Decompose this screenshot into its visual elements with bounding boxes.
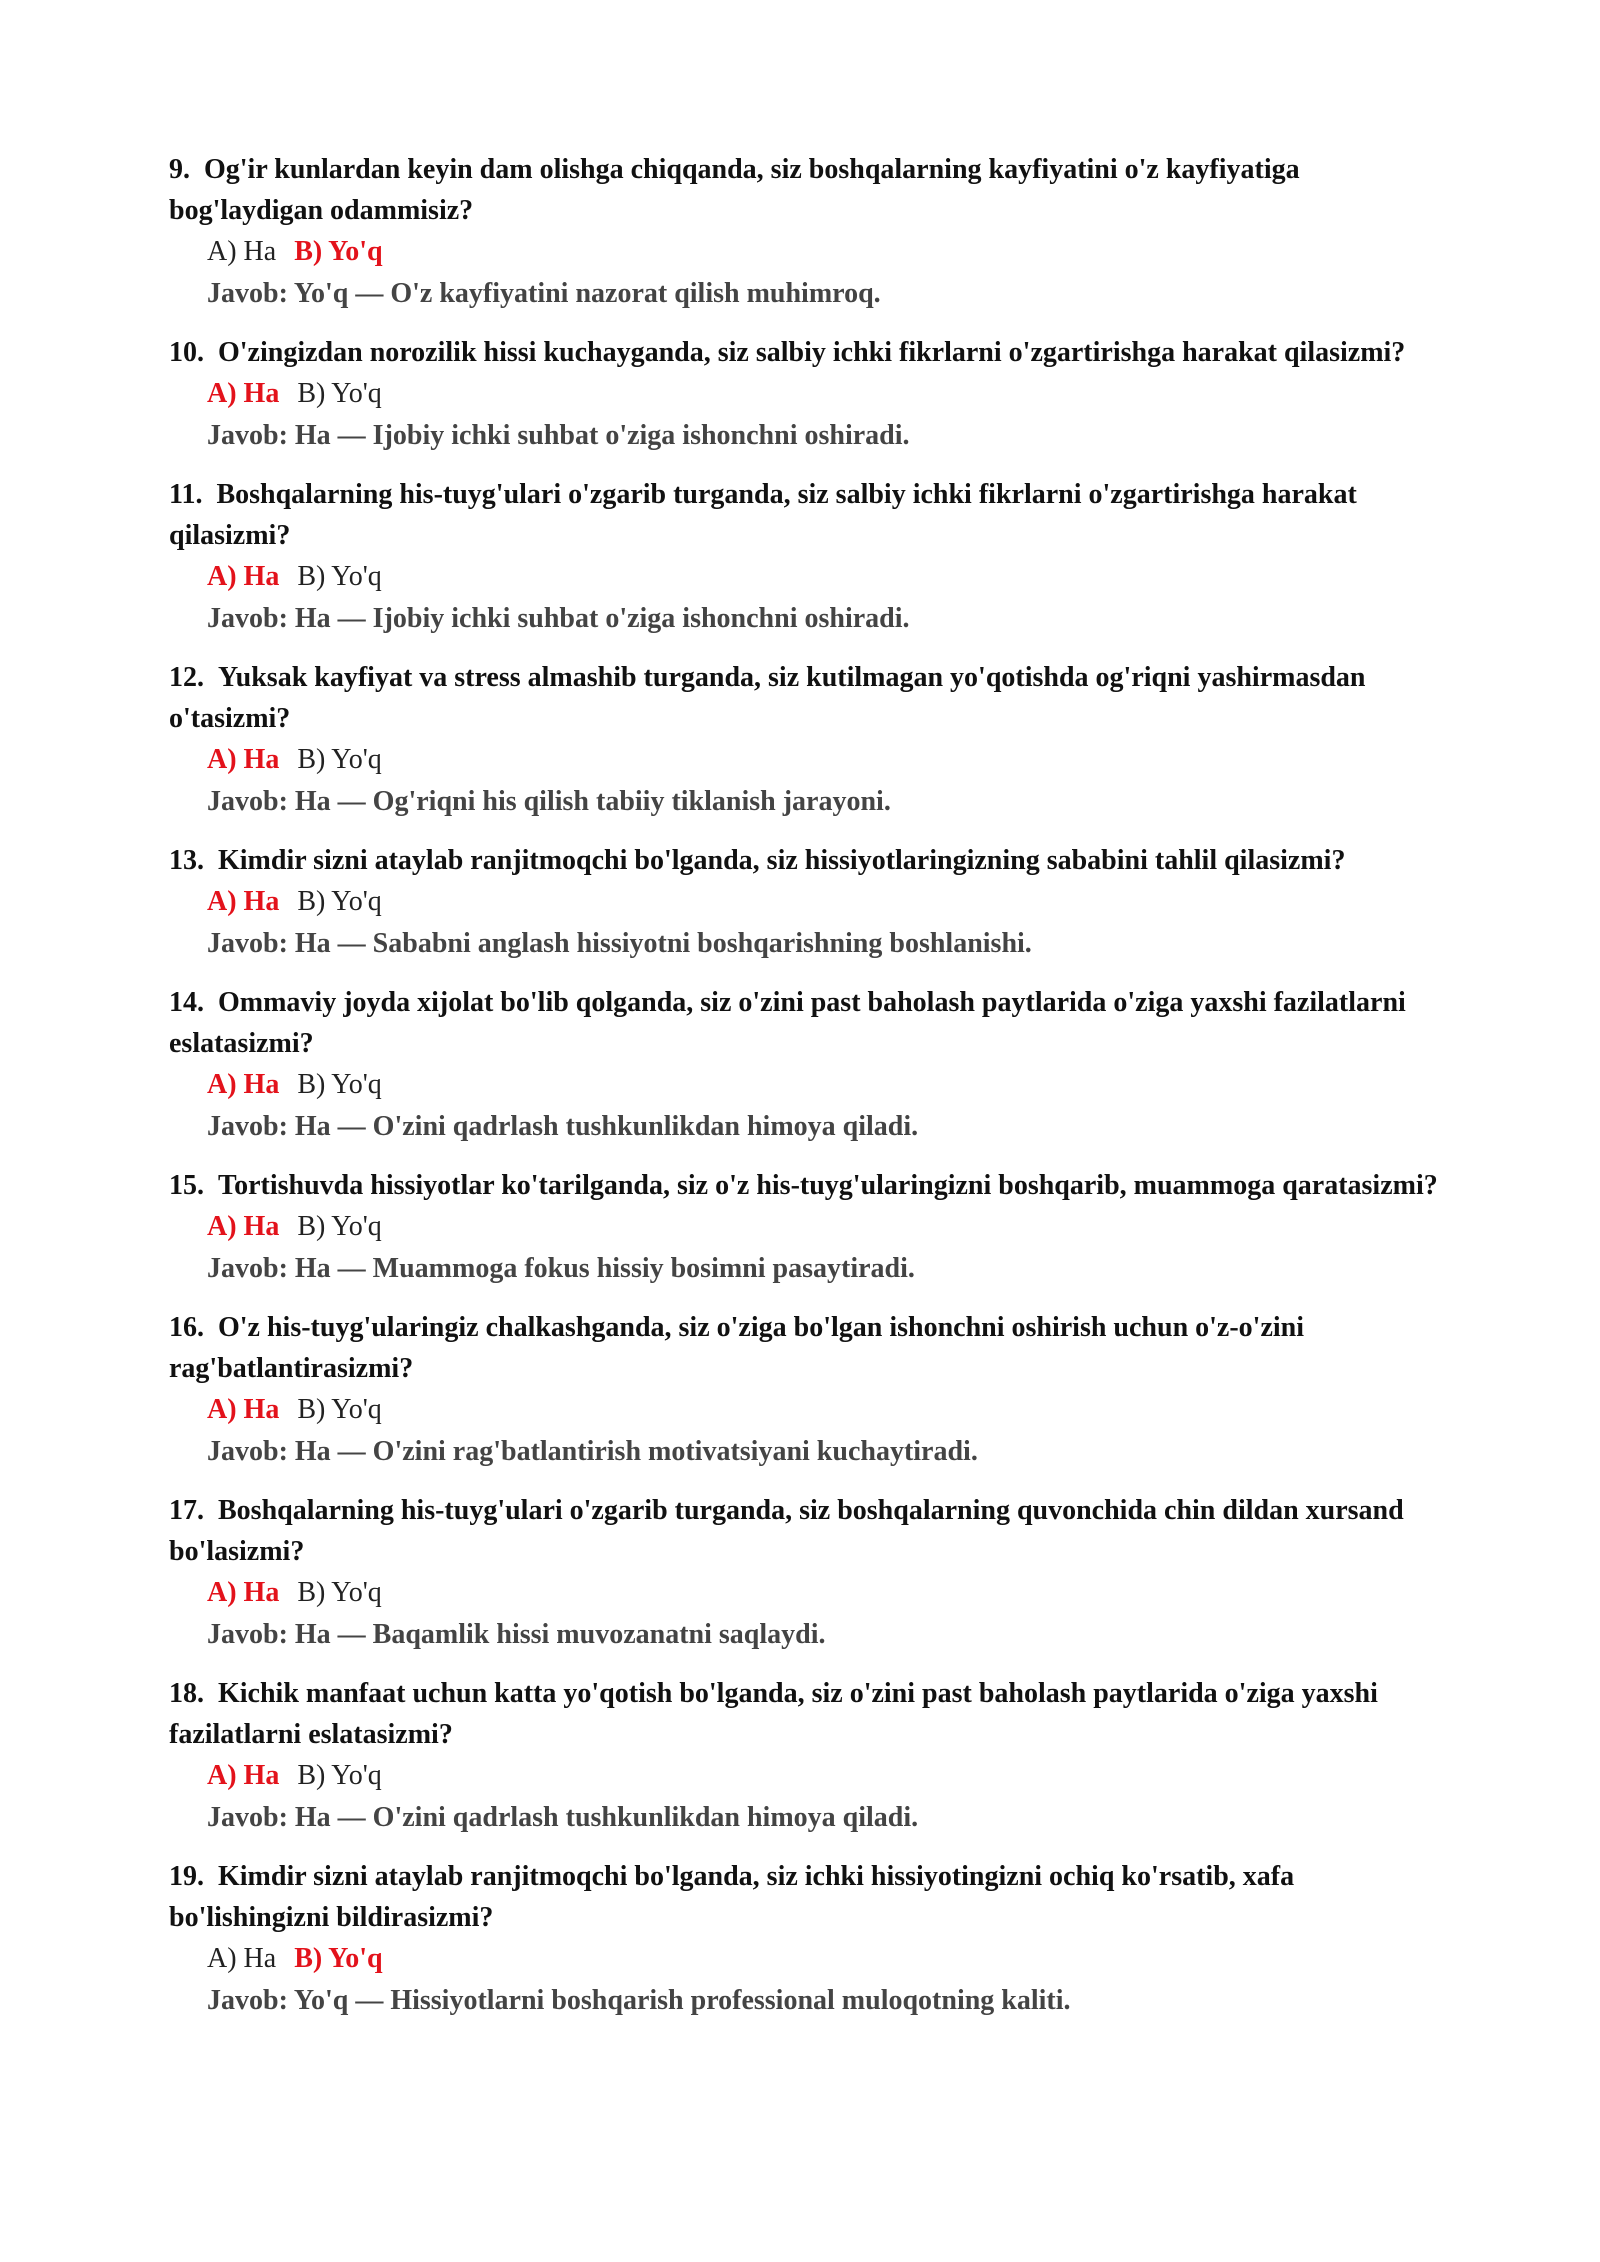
option-b: B) Yo'q — [297, 378, 382, 409]
option-a: A) Ha — [207, 1394, 280, 1425]
option-b: B) Yo'q — [297, 1394, 382, 1425]
question-number: 11. — [169, 479, 203, 510]
option-a: A) Ha — [207, 561, 280, 592]
option-b: B) Yo'q — [297, 1211, 382, 1242]
question-text — [169, 1673, 1449, 1755]
question-body: Kichik manfaat uchun katta yo'qotish bo'lganda, siz o'zini past baholash paytlarida o'ziga yaxshi fazilatlarni eslatasizmi? — [169, 1678, 1378, 1750]
question-text — [169, 657, 1449, 739]
answer-explanation: Javob: Ha — Ijobiy ichki suhbat o'ziga ishonchni oshiradi. — [207, 603, 910, 634]
answer-options — [169, 739, 1449, 781]
question-item — [169, 1490, 1449, 1656]
question-body: Kimdir sizni ataylab ranjitmoqchi bo'lganda, siz hissiyotlaringizning sababini tahlil qilasizmi? — [218, 845, 1346, 876]
question-body: Boshqalarning his-tuyg'ulari o'zgarib turganda, siz boshqalarning quvonchida chin dildan xursand bo'lasizmi? — [169, 1495, 1404, 1567]
answer-options — [169, 1206, 1449, 1248]
question-text — [169, 332, 1449, 373]
question-number: 13. — [169, 845, 204, 876]
option-b: B) Yo'q — [297, 744, 382, 775]
question-item — [169, 1673, 1449, 1839]
question-body: Tortishuvda hissiyotlar ko'tarilganda, siz o'z his-tuyg'ularingizni boshqarib, muammoga qaratasizmi? — [218, 1170, 1438, 1201]
answer-explanation: Javob: Ha — O'zini qadrlash tushkunlikdan himoya qiladi. — [207, 1802, 919, 1833]
question-body: Og'ir kunlardan keyin dam olishga chiqqanda, siz boshqalarning kayfiyatini o'z kayfiyatiga bog'laydigan odammisiz? — [169, 154, 1300, 226]
answer-options — [169, 556, 1449, 598]
answer-explanation: Javob: Ha — O'zini qadrlash tushkunlikdan himoya qiladi. — [207, 1111, 919, 1142]
question-text — [169, 1490, 1449, 1572]
answer-options — [169, 1755, 1449, 1797]
option-a: A) Ha — [207, 1069, 280, 1100]
question-number: 18. — [169, 1678, 204, 1709]
question-text — [169, 474, 1449, 556]
question-number: 12. — [169, 662, 204, 693]
question-body: O'zingizdan norozilik hissi kuchayganda, siz salbiy ichki fikrlarni o'zgartirishga harakat qilasizmi? — [218, 337, 1406, 368]
question-number: 19. — [169, 1861, 204, 1892]
question-item — [169, 332, 1449, 457]
question-number: 14. — [169, 987, 204, 1018]
question-list — [169, 149, 1449, 2039]
answer-explanation: Javob: Ha — Muammoga fokus hissiy bosimni pasaytiradi. — [207, 1253, 915, 1284]
option-b: B) Yo'q — [297, 1069, 382, 1100]
question-item — [169, 1165, 1449, 1290]
question-body: O'z his-tuyg'ularingiz chalkashganda, siz o'ziga bo'lgan ishonchni oshirish uchun o'z-o'zini rag'batlantirasizmi? — [169, 1312, 1305, 1384]
question-body: Ommaviy joyda xijolat bo'lib qolganda, siz o'zini past baholash paytlarida o'ziga yaxshi fazilatlarni eslatasizmi? — [169, 987, 1406, 1059]
option-a: A) Ha — [207, 236, 277, 267]
option-a: A) Ha — [207, 1211, 280, 1242]
option-a: A) Ha — [207, 744, 280, 775]
answer-options — [169, 231, 1449, 273]
question-item — [169, 149, 1449, 315]
question-body: Boshqalarning his-tuyg'ulari o'zgarib turganda, siz salbiy ichki fikrlarni o'zgartirishga harakat qilasizmi? — [169, 479, 1357, 551]
question-number: 17. — [169, 1495, 204, 1526]
question-number: 15. — [169, 1170, 204, 1201]
option-a: A) Ha — [207, 886, 280, 917]
answer-options — [169, 1572, 1449, 1614]
answer-options — [169, 373, 1449, 415]
question-text — [169, 982, 1449, 1064]
question-item — [169, 474, 1449, 640]
option-b: B) Yo'q — [297, 1577, 382, 1608]
option-a: A) Ha — [207, 378, 280, 409]
answer-explanation: Javob: Ha — Sababni anglash hissiyotni boshqarishning boshlanishi. — [207, 928, 1032, 959]
option-b: B) Yo'q — [297, 886, 382, 917]
question-text — [169, 149, 1449, 231]
answer-explanation: Javob: Ha — Baqamlik hissi muvozanatni saqlaydi. — [207, 1619, 826, 1650]
question-item — [169, 657, 1449, 823]
option-b: B) Yo'q — [297, 561, 382, 592]
answer-options — [169, 1938, 1449, 1980]
question-body: Kimdir sizni ataylab ranjitmoqchi bo'lganda, siz ichki hissiyotingizni ochiq ko'rsatib, xafa bo'lishingizni bildirasizmi? — [169, 1861, 1295, 1933]
answer-options — [169, 1064, 1449, 1106]
question-text — [169, 840, 1449, 881]
option-b: B) Yo'q — [294, 1943, 383, 1974]
question-item — [169, 1856, 1449, 2022]
answer-explanation: Javob: Ha — Og'riqni his qilish tabiiy tiklanish jarayoni. — [207, 786, 891, 817]
answer-explanation: Javob: Ha — O'zini rag'batlantirish motivatsiyani kuchaytiradi. — [207, 1436, 978, 1467]
question-number: 9. — [169, 154, 190, 185]
question-number: 16. — [169, 1312, 204, 1343]
question-text — [169, 1165, 1449, 1206]
answer-explanation: Javob: Ha — Ijobiy ichki suhbat o'ziga ishonchni oshiradi. — [207, 420, 910, 451]
question-text — [169, 1856, 1449, 1938]
answer-explanation: Javob: Yo'q — O'z kayfiyatini nazorat qilish muhimroq. — [207, 278, 881, 309]
option-b: B) Yo'q — [297, 1760, 382, 1791]
option-a: A) Ha — [207, 1577, 280, 1608]
option-b: B) Yo'q — [294, 236, 383, 267]
answer-options — [169, 881, 1449, 923]
question-text — [169, 1307, 1449, 1389]
answer-options — [169, 1389, 1449, 1431]
question-body: Yuksak kayfiyat va stress almashib turganda, siz kutilmagan yo'qotishda og'riqni yashirmasdan o'tasizmi? — [169, 662, 1366, 734]
question-item — [169, 840, 1449, 965]
question-item — [169, 1307, 1449, 1473]
option-a: A) Ha — [207, 1943, 277, 1974]
question-number: 10. — [169, 337, 204, 368]
question-item — [169, 982, 1449, 1148]
option-a: A) Ha — [207, 1760, 280, 1791]
answer-explanation: Javob: Yo'q — Hissiyotlarni boshqarish professional muloqotning kaliti. — [207, 1985, 1071, 2016]
